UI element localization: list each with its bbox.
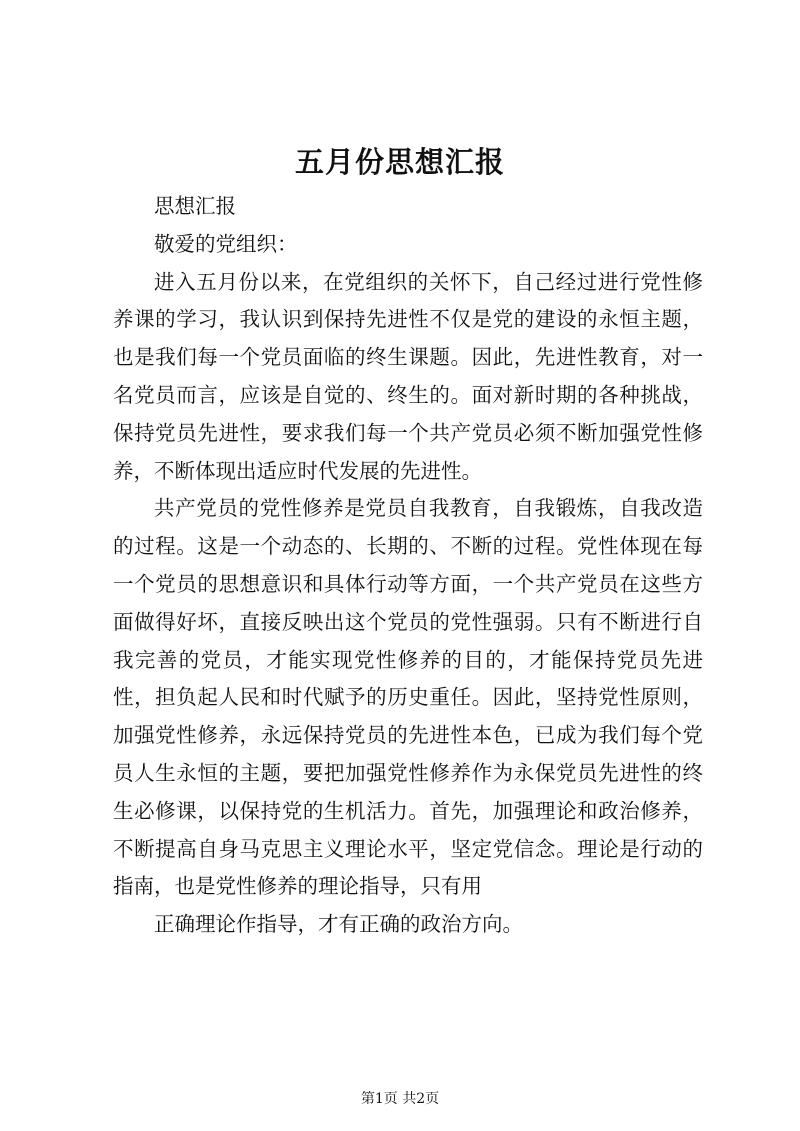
- paragraph-salutation: 敬爱的党组织：: [154, 231, 298, 256]
- document-body: [113, 188, 703, 944]
- page-footer: 第1页 共2页: [360, 1091, 440, 1107]
- paragraph-body-3: 正确理论作指导，才有正确的政治方向。: [154, 912, 523, 937]
- document-title: 五月份思想汇报: [294, 145, 505, 179]
- paragraph-body-2: 共产党员的党性修养是党员自我教育，自我锻炼，自我改造的过程。这是一个动态的、长期的、不断的过程。党性体现在每一个党员的思想意识和具体行动等方面，一个共产党员在这些方面做得好坏，直接反映出这个党员的党性强弱。只有不断进行自我完善的党员，才能实现党性修养的目的，才能保持党员先进性，担负起人民和时代赋予的历史重任。因此，坚持党性原则，加强党性修养，永远保持党员的先进性本色，已成为我们每个党员人生永恒的主题，要把加强党性修养作为永保党员先进性的终生必修课，以保持党的生机活力。首先，加强理论和政治修养，不断提高自身马克思主义理论水平，坚定党信念。理论是行动的指南，也是党性修养的理论指导，只有用: [113, 496, 703, 899]
- paragraph-body-1: 进入五月份以来，在党组织的关怀下，自己经过进行党性修养课的学习，我认识到保持先进性不仅是党的建设的永恒主题，也是我们每一个党员面临的终生课题。因此，先进性教育，对一名党员而言，应该是自觉的、终生的。面对新时期的各种挑战，保持党员先进性，要求我们每一个共产党员必须不断加强党性修养，不断体现出适应时代发展的先进性。: [113, 269, 703, 483]
- paragraph-heading: 思想汇报: [154, 194, 236, 218]
